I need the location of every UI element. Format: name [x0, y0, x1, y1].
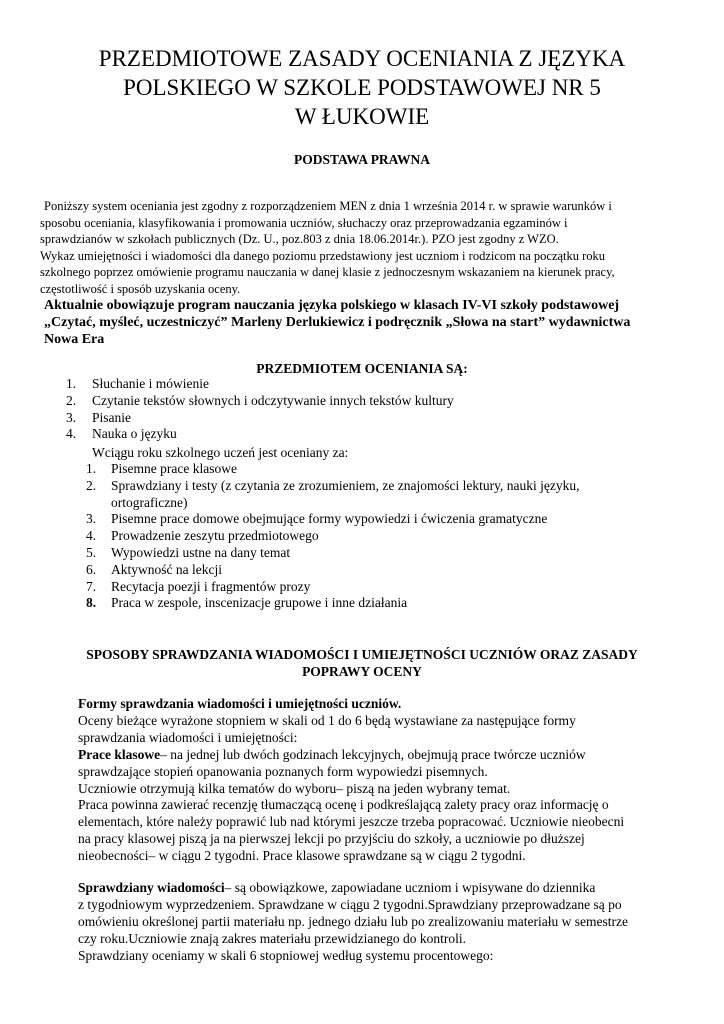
list-item: 8. Praca w zespole, inscenizacje grupowe i inne działania	[86, 595, 408, 611]
list-item: 1. Pisemne prace klasowe	[86, 461, 237, 476]
classwork-rest: – na jednej lub dwóch godzinach lekcyjnych, obejmują prace twórcze uczniów	[160, 746, 586, 762]
list-item: 4. Nauka o języku	[66, 426, 177, 442]
paragraph-line: częstotliwość i sposób uzyskania oceny.	[40, 281, 241, 296]
forms-title: Formy sprawdzania wiadomości i umiejętności uczniów.	[78, 696, 402, 711]
classwork-line	[78, 747, 678, 764]
graded-intro: Wciągu roku szkolnego uczeń jest oceniany za:	[92, 445, 349, 460]
tests-rest: – są obowiązkowe, zapowiadane uczniom i wpisywane do dziennika	[224, 880, 596, 895]
legal-basis-heading: PODSTAWA PRAWNA	[294, 152, 430, 167]
list-item: 3. Pisanie	[66, 409, 131, 425]
graded-activities-list	[86, 461, 646, 612]
program-statement	[44, 297, 630, 348]
list-item: 1. Słuchanie i mówienie	[66, 376, 209, 391]
subjects-list	[66, 376, 454, 443]
legal-basis-paragraph	[40, 198, 615, 297]
paragraph-line: omówieniu określonej partii materiału np. jednego działu lub po zrealizowaniu materiału w semestrze	[78, 913, 628, 929]
paragraph-line: elementach, które należy poprawić lub nad którymi jeszcze trzeba popracować. Uczniowie nieobecni	[78, 814, 625, 830]
paragraph-line: Oceny bieżące wyrażone stopniem w skali od 1 do 6 będą wystawiane za następujące formy	[78, 712, 576, 728]
list-item: 4. Prowadzenie zeszytu przedmiotowego	[86, 528, 319, 544]
classwork-label: Prace klasowe	[78, 746, 161, 762]
subjects-heading: PRZEDMIOTEM OCENIANIA SĄ:	[256, 361, 468, 376]
paragraph-line: z tygodniowym wyprzedzeniem. Sprawdzane w ciągu 2 tygodni.Sprawdziany przeprowadzane są po	[78, 896, 622, 912]
paragraph-line: sprawdzianów w szkołach publicznych (Dz. U., poz.803 z dnia 18.06.2014r.). PZO jest zgodny z WZO.	[40, 232, 559, 246]
tests-label: Sprawdziany wiadomości	[78, 880, 225, 895]
list-item: 2. Sprawdziany i testy (z czytania ze zrozumieniem, ze znajomości lektury, nauki języku, ortograficzne)	[86, 477, 580, 510]
list-item: 6. Aktywność na lekcji	[86, 561, 222, 577]
paragraph-line: sposobu oceniania, klasyfikowania i promowania uczniów, słuchaczy oraz przeprowadzania egzaminów i	[40, 215, 568, 230]
program-line: Aktualnie obowiązuje program nauczania języka polskiego w klasach IV-VI szkoły podstawowej	[44, 298, 620, 313]
list-item: 5. Wypowiedzi ustne na dany temat	[86, 544, 291, 560]
paragraph-line: Wykaz umiejętności i wiadomości dla danego poziomu przedstawiony jest uczniom i rodzicom na początku roku	[40, 248, 606, 263]
forms-section	[78, 696, 678, 865]
methods-heading	[60, 646, 664, 680]
paragraph-line: Sprawdziany oceniamy w skali 6 stopniowej według systemu procentowego:	[78, 947, 494, 963]
paragraph-line: sprawdzające stopień opanowania poznanych form wypowiedzi pisemnych.	[78, 763, 488, 779]
paragraph-line: Poniższy system oceniania jest zgodny z rozporządzeniem MEN z dnia 1 września 2014 r. w sprawie warunków i	[44, 199, 612, 213]
tests-line	[78, 880, 678, 897]
list-item: 3. Pisemne prace domowe obejmujące formy wypowiedzi i ćwiczenia gramatyczne	[86, 511, 548, 527]
paragraph-line: czy roku.Uczniowie znają zakres materiału przewidzianego do kontroli.	[78, 930, 466, 946]
program-line: „Czytać, myśleć, uczestniczyć” Marleny Derlukiewicz i podręcznik „Słowa na start” wydawnictwa	[44, 315, 631, 330]
title-line: PRZEDMIOTOWE ZASADY OCENIANIA Z JĘZYKA	[98, 46, 626, 71]
list-item: 2. Czytanie tekstów słownych i odczytywanie innych tekstów kultury	[66, 392, 454, 408]
paragraph-line: sprawdzania wiadomości i umiejętności:	[78, 729, 298, 745]
document-title	[40, 44, 684, 131]
heading-line: SPOSOBY SPRAWDZANIA WIADOMOŚCI I UMIEJĘTNOŚCI UCZNIÓW ORAZ ZASADY	[86, 647, 638, 662]
program-line: Nowa Era	[44, 332, 105, 347]
paragraph-line: Praca powinna zawierać recenzję tłumaczącą ocenę i podkreślającą zalety pracy oraz informację o	[78, 797, 609, 813]
paragraph-line: na pracy klasowej piszą ja na pierwszej lekcji po przyjściu do szkoły, a uczniowie po dłuższej	[78, 831, 585, 847]
title-line: POLSKIEGO W SZKOLE PODSTAWOWEJ NR 5	[123, 75, 601, 100]
tests-section	[78, 880, 678, 965]
paragraph-line: Uczniowie otrzymują kilka tematów do wyboru– piszą na jeden wybrany temat.	[78, 780, 511, 796]
title-line: W ŁUKOWIE	[294, 104, 430, 129]
paragraph-line: nieobecności– w ciągu 2 tygodni. Prace klasowe sprawdzane są w ciągu 2 tygodni.	[78, 848, 526, 864]
list-item: 7. Recytacja poezji i fragmentów prozy	[86, 578, 311, 594]
heading-line: POPRAWY OCENY	[302, 664, 422, 679]
paragraph-line: szkolnego poprzez omówienie programu nauczania w danej klasie z jednoczesnym wskazaniem na kierunek pracy,	[40, 265, 615, 279]
